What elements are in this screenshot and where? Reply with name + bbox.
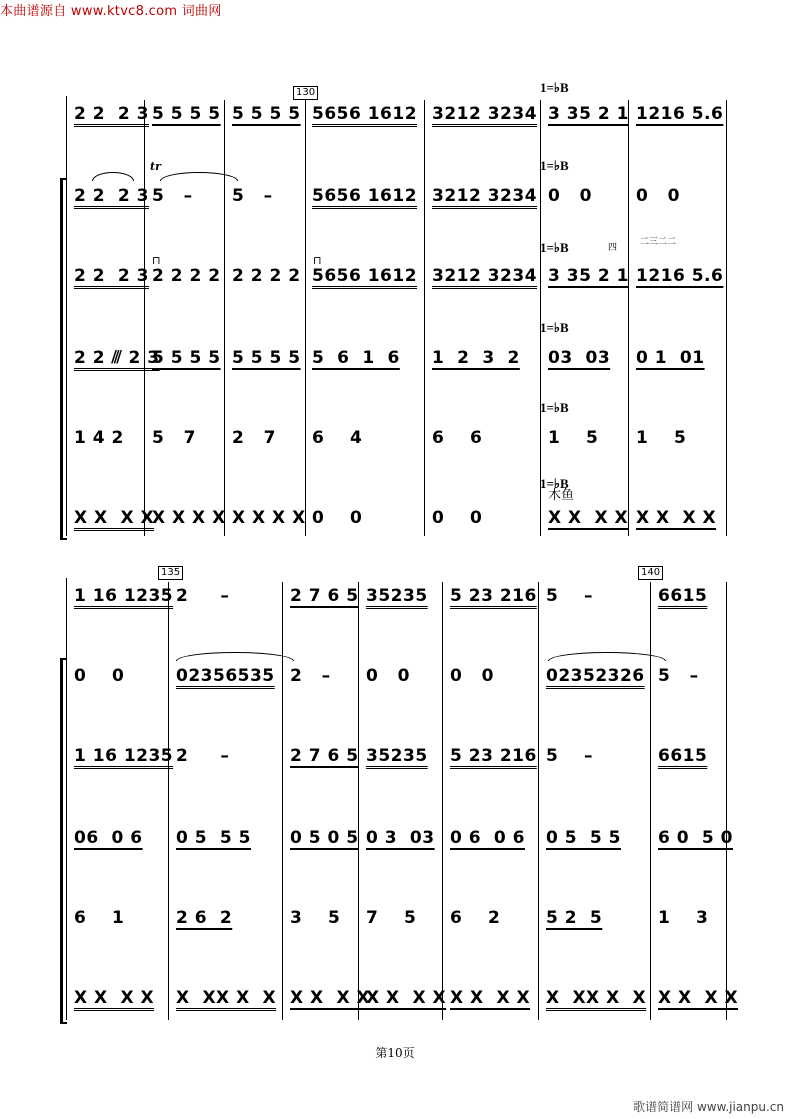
barline: [424, 100, 425, 536]
barline: [726, 582, 727, 1020]
measure: 2 2 ⫻ 2 3: [74, 348, 160, 368]
measure: 6 4: [312, 428, 363, 448]
measure: X X X X: [74, 508, 155, 528]
measure: 1 4 2: [74, 428, 124, 448]
measure: 5 –: [546, 746, 594, 766]
measure: 2 2 2 2: [152, 266, 221, 286]
measure: 0 5 0 5: [290, 828, 359, 848]
trill-mark: tr: [150, 160, 161, 173]
measure: 02356535: [176, 666, 275, 686]
measure: 5 5 5 5: [152, 104, 221, 124]
measure: 1 3: [658, 908, 709, 928]
measure: 5 5 5 5: [152, 348, 221, 368]
barline: [628, 100, 629, 536]
barline: [358, 582, 359, 1020]
barline: [650, 582, 651, 1020]
measure: 3 35 2 1: [548, 266, 629, 286]
tie: [548, 652, 666, 661]
measure: 0 0: [74, 666, 125, 686]
measure: X X X X: [636, 508, 717, 528]
measure: 2 6 2: [176, 908, 233, 928]
measure: 6 6: [432, 428, 483, 448]
measure: X X X X: [74, 988, 155, 1008]
barline: [538, 582, 539, 1020]
key-signature: 1=♭B: [540, 476, 569, 491]
measure: X XX X X: [546, 988, 647, 1008]
key-signature: 1=♭B: [540, 80, 569, 95]
measure: X X X X: [548, 508, 629, 528]
measure: 5 –: [546, 586, 594, 606]
measure: 2 –: [290, 666, 331, 686]
instrument-label: 木鱼: [548, 488, 575, 503]
measure: 5656 1612: [312, 104, 418, 124]
measure: X XX X X: [176, 988, 277, 1008]
measure: 2 7 6 5: [290, 586, 359, 606]
measure: 0 6 0 6: [450, 828, 525, 848]
measure: 0 0: [548, 186, 592, 206]
measure: 3 5: [290, 908, 341, 928]
measure: X X X X: [290, 988, 371, 1008]
measure: 6 1: [74, 908, 125, 928]
measure: 0 0: [636, 186, 680, 206]
measure: 2 2 2 3: [74, 266, 149, 286]
measure: X X X X: [366, 988, 447, 1008]
measure: 2 –: [176, 586, 230, 606]
measure: 1216 5.6: [636, 104, 724, 124]
tie: [176, 652, 294, 661]
measure: 35235: [366, 586, 428, 606]
watermark: 歌谱简谱网 www.jianpu.cn: [633, 1100, 784, 1114]
bowing-mark: ⊓: [152, 254, 161, 267]
measure: 3212 3234: [432, 266, 538, 286]
measure-number: 140: [638, 566, 663, 580]
barline: [144, 100, 145, 536]
string-mark: 二三二二: [640, 237, 677, 247]
measure: 5 7: [152, 428, 196, 448]
measure: 0 0: [450, 666, 494, 686]
measure: 7 5: [366, 908, 417, 928]
measure: 5 5 5 5: [232, 104, 301, 124]
measure: 3212 3234: [432, 186, 538, 206]
measure: 2 2 2 3: [74, 104, 149, 124]
measure: 03 03: [548, 348, 611, 368]
key-signature: 1=♭B: [540, 320, 569, 335]
measure: 5 –: [152, 186, 193, 206]
measure-number: 130: [293, 86, 318, 100]
measure: 5 23 216: [450, 586, 537, 606]
measure: 1 2 3 2: [432, 348, 520, 368]
measure: 5656 1612: [312, 186, 418, 206]
measure: X X X X: [232, 508, 306, 528]
measure: 2 7 6 5: [290, 746, 359, 766]
measure: 0 0: [312, 508, 363, 528]
tie: [160, 172, 238, 181]
source-header: 本曲谱源自 www.ktvc8.com 词曲网: [0, 4, 222, 19]
measure: 5 2 5: [546, 908, 603, 928]
page-number: 第10页: [375, 1046, 415, 1060]
measure: 2 2 2 3: [74, 186, 149, 206]
barline: [442, 582, 443, 1020]
barline: [168, 582, 169, 1020]
measure: 1 5: [548, 428, 599, 448]
key-signature: 1=♭B: [540, 400, 569, 415]
measure: 35235: [366, 746, 428, 766]
measure: X X X X: [450, 988, 531, 1008]
key-signature: 1=♭B: [540, 240, 569, 255]
key-signature: 1=♭B: [540, 158, 569, 173]
measure: 1 16 1235: [74, 586, 174, 606]
measure: 5 23 216: [450, 746, 537, 766]
measure: 5 6 1 6: [312, 348, 400, 368]
measure: 02352326: [546, 666, 645, 686]
measure: 5 5 5 5: [232, 348, 301, 368]
measure: X X X X: [658, 988, 739, 1008]
measure: 3212 3234: [432, 104, 538, 124]
measure: X X X X: [152, 508, 226, 528]
measure: 3 35 2 1: [548, 104, 629, 124]
measure: 0 0: [366, 666, 410, 686]
measure: 0 5 5 5: [176, 828, 251, 848]
measure: 1 16 1235: [74, 746, 174, 766]
measure: 5 –: [658, 666, 699, 686]
measure: 6615: [658, 586, 708, 606]
measure: 0 0: [432, 508, 483, 528]
string-mark: 四: [608, 243, 618, 253]
measure: 6 0 5 0: [658, 828, 733, 848]
system-2-bracket: [60, 658, 67, 1024]
barline: [282, 582, 283, 1020]
measure: 6 2: [450, 908, 501, 928]
measure: 5656 1612: [312, 266, 418, 286]
measure: 5 –: [232, 186, 273, 206]
measure: 2 2 2 2: [232, 266, 301, 286]
measure: 0 1 01: [636, 348, 705, 368]
barline: [224, 100, 225, 536]
measure: 2 –: [176, 746, 230, 766]
measure: 1216 5.6: [636, 266, 724, 286]
measure: 1 5: [636, 428, 687, 448]
barline: [305, 100, 306, 536]
barline: [726, 100, 727, 536]
measure: 6615: [658, 746, 708, 766]
measure: 0 3 03: [366, 828, 435, 848]
tie: [92, 172, 134, 181]
measure: 2 7: [232, 428, 276, 448]
measure: 0 5 5 5: [546, 828, 621, 848]
measure-number: 135: [158, 566, 183, 580]
measure: 06 0 6: [74, 828, 143, 848]
bowing-mark: ⊓: [313, 254, 322, 267]
system-1-bracket: [60, 178, 67, 540]
